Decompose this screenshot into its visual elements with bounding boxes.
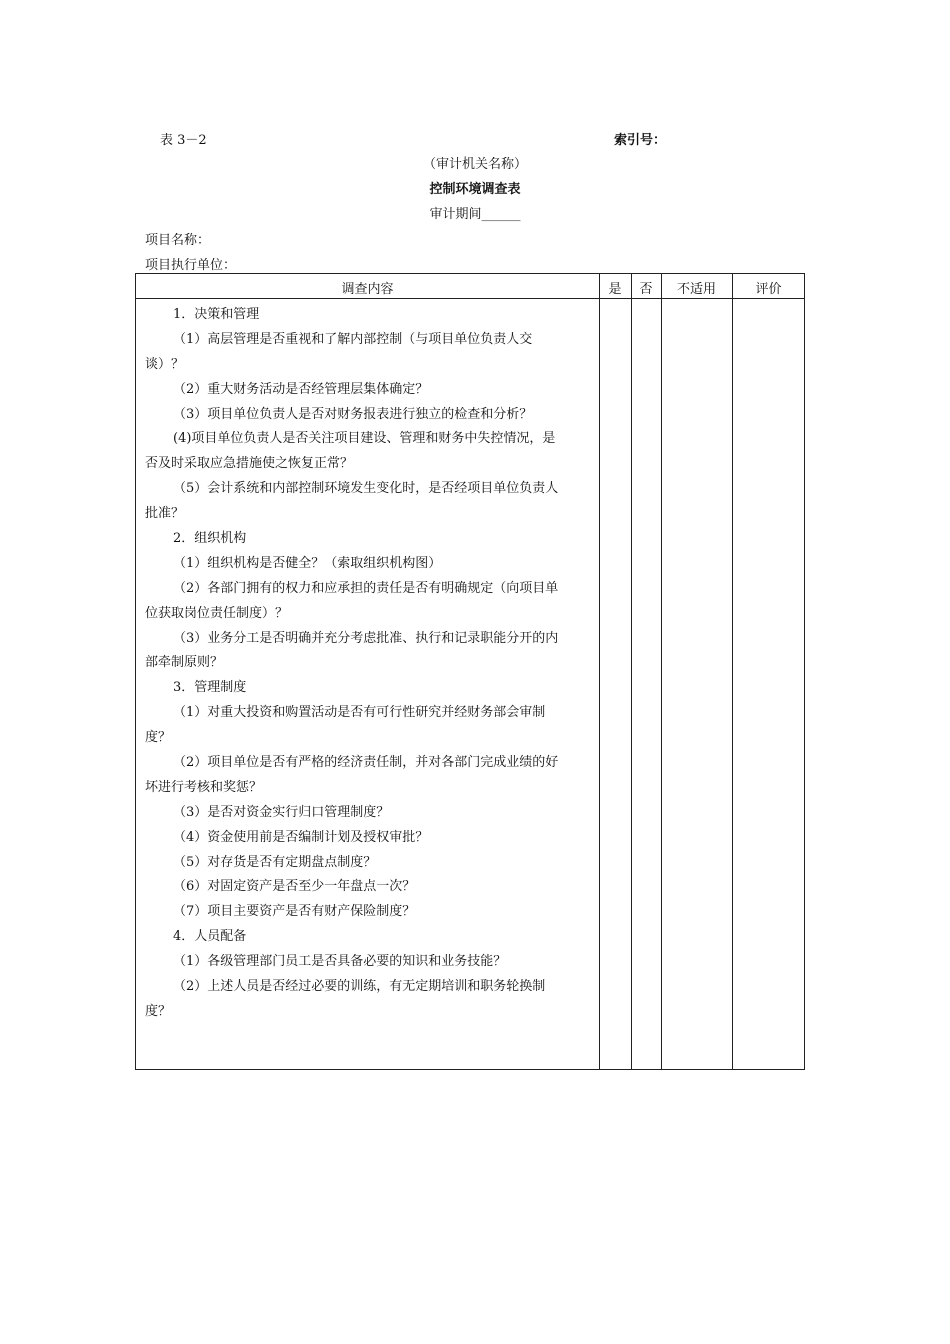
question-line: （3）是否对资金实行归口管理制度？ <box>173 804 390 820</box>
section-heading: 2．组织机构 <box>173 531 247 547</box>
column-header-not-applicable: 不适用 <box>676 282 716 297</box>
page-title: 控制环境调查表 <box>429 182 521 197</box>
question-line: 度？ <box>145 730 172 746</box>
question-line: （1）组织机构是否健全？（索取组织机构图） <box>173 555 442 571</box>
survey-content <box>145 303 600 1025</box>
project-name-label: 项目名称： <box>145 233 211 248</box>
question-line: （7）项目主要资产是否有财产保险制度？ <box>173 904 416 920</box>
column-header-content: 调查内容 <box>341 282 394 297</box>
question-line: （1）对重大投资和购置活动是否有可行性研究并经财务部会审制 <box>173 705 546 721</box>
column-header-no: 否 <box>639 282 653 297</box>
question-line: 谈）？ <box>145 356 185 372</box>
column-divider <box>661 274 662 1069</box>
table-number: 表 3－2 <box>160 133 207 148</box>
question-line: 度？ <box>145 1003 172 1019</box>
question-line: （5）会计系统和内部控制环境发生变化时，是否经项目单位负责人 <box>173 481 559 497</box>
question-line: 位获取岗位责任制度）？ <box>145 605 289 621</box>
column-divider <box>631 274 632 1069</box>
project-unit-label: 项目执行单位： <box>145 258 237 273</box>
section-heading: 1．决策和管理 <box>173 307 260 322</box>
section-heading: 4．人员配备 <box>173 929 247 945</box>
question-line: 否及时采取应急措施使之恢复正常？ <box>145 456 354 472</box>
question-line: （2）各部门拥有的权力和应承担的责任是否有明确规定（向项目单 <box>173 580 559 596</box>
question-line: （2）项目单位是否有严格的经济责任制，并对各部门完成业绩的好 <box>173 755 559 771</box>
question-line: （2）重大财务活动是否经管理层集体确定？ <box>173 381 429 397</box>
index-number-label: 索引号： <box>614 133 667 148</box>
column-header-yes: 是 <box>608 282 622 297</box>
question-line: （6）对固定资产是否至少一年盘点一次？ <box>173 879 416 895</box>
question-line: （3）项目单位负责人是否对财务报表进行独立的检查和分析？ <box>173 406 533 422</box>
question-line: （5）对存货是否有定期盘点制度？ <box>173 854 377 870</box>
question-line: （4）资金使用前是否编制计划及授权审批？ <box>173 829 429 845</box>
header-divider <box>136 298 804 299</box>
question-line: （1）高层管理是否重视和了解内部控制（与项目单位负责人交 <box>173 331 533 347</box>
question-line: （1）各级管理部门员工是否具备必要的知识和业务技能？ <box>173 954 507 970</box>
survey-table <box>135 273 805 1070</box>
question-line: （3）业务分工是否明确并充分考虑批准、执行和记录职能分开的内 <box>173 630 559 646</box>
question-line: 坏进行考核和奖惩？ <box>145 779 263 795</box>
audit-period: 审计期间______ <box>429 207 521 222</box>
section-heading: 3．管理制度 <box>173 680 247 696</box>
question-line: 部牵制原则？ <box>145 655 224 671</box>
column-divider <box>732 274 733 1069</box>
question-line: （2）上述人员是否经过必要的训练，有无定期培训和职务轮换制 <box>173 979 546 995</box>
audit-org-name: （审计机关名称） <box>422 157 527 172</box>
question-line: (4)项目单位负责人是否关注项目建设、管理和财务中失控情况，是 <box>173 431 556 447</box>
question-line: 批准？ <box>145 506 185 522</box>
column-header-evaluation: 评价 <box>755 282 782 297</box>
